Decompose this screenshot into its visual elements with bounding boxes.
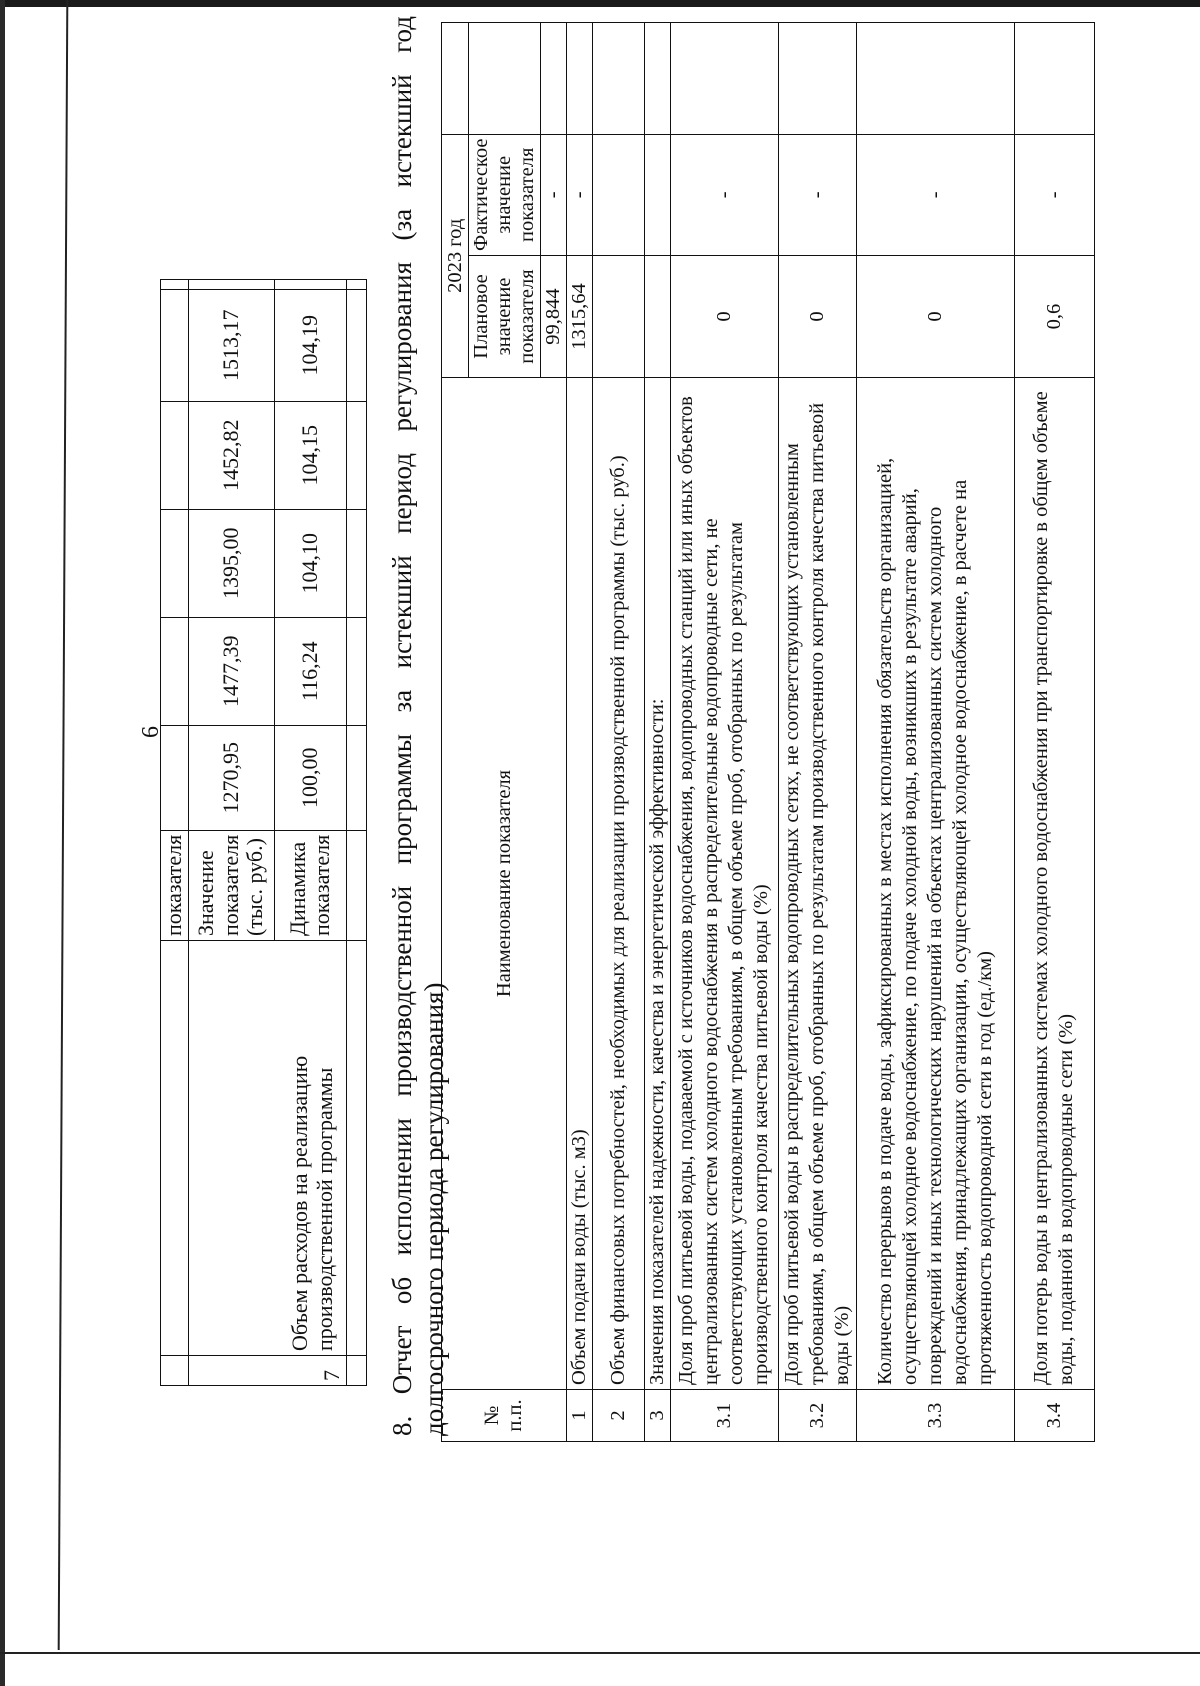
value-cell: 1395,00 (188, 509, 274, 617)
actual-value: - (541, 134, 567, 255)
value-cell: 1513,17 (188, 289, 274, 401)
expenses-name: Объем расходов на реализацию производственной программы (188, 941, 346, 1356)
planned-value: 1315,64 (566, 256, 592, 378)
value-cell: 1477,39 (188, 617, 274, 725)
row-name: Значения показателей надежности, качества и энергетической эффективности: (644, 378, 670, 1390)
expenses-table (160, 279, 367, 1386)
row-name: Объем финансовых потребностей, необходимых для реализации производственной программы (тыс. руб.) (592, 378, 644, 1390)
row-num: 3.4 (1014, 1390, 1094, 1442)
row-name: Доля проб питьевой воды, подаваемой с источников водоснабжения, водопроводных станций или иных объектов централизованных систем холодного водоснабжения в распределительные водопроводные сети, не соответствующих установленным требованиям, в общем объеме проб, отобранных по результатам производственного контроля качества питьевой воды (%) (670, 378, 778, 1390)
dynamics-cell: 116,24 (274, 617, 346, 725)
row-num: 2 (592, 1390, 644, 1442)
planned-value: 0 (670, 256, 778, 378)
value-label: Значение показателя (тыс. руб.) (188, 830, 274, 940)
planned-value: 99,844 (541, 256, 567, 378)
planned-value: 0,6 (1014, 256, 1094, 378)
value-cell: 1452,82 (188, 401, 274, 509)
dynamics-label: Динамика показателя (274, 830, 346, 940)
row-number: 7 (188, 1356, 346, 1386)
indicator-header: показателя (161, 830, 189, 940)
header-actual: Фактическое значение показателя (469, 134, 541, 255)
header-planned: Плановое значение показателя (469, 256, 541, 378)
value-cell: 1270,95 (188, 725, 274, 830)
page-number: 6 (138, 726, 164, 738)
row-name: Объем подачи воды (тыс. м3) (566, 378, 592, 1390)
header-name: Наименование показателя (442, 378, 567, 1390)
actual-value: - (1014, 134, 1094, 255)
row-num: 3.1 (670, 1390, 778, 1442)
row-num: 3.3 (856, 1390, 1014, 1442)
report-table (441, 22, 1095, 1442)
planned-value: 0 (856, 256, 1014, 378)
row-name: Количество перерывов в подаче воды, зафиксированных в местах исполнения обязательств организацией, осуществляющей холодное водоснабжение, по подаче холодной воды, возникших в результате аварий, повреждений и иных технологических нарушений на объектах централизованных систем холодного водоснабжения, принадлежащих организации, осуществляющей холодное водоснабжение, в расчете на протяженность водопроводной сети в год (ед./км) (856, 378, 1014, 1390)
section-title-line1: 8. Отчет об исполнении производственной программы за истекший период регулирования (за истекший год (387, 16, 417, 1436)
row-num: 1 (566, 1390, 592, 1442)
header-num: № п.п. (442, 1390, 567, 1442)
row-num: 3.2 (778, 1390, 856, 1442)
row-num: 3 (644, 1390, 670, 1442)
row-name: Доля проб питьевой воды в распределительных водопроводных сетях, не соответствующих установленным требованиям, в общем объеме проб, отобранных по результатам производственного контроля качества питьевой воды (%) (778, 378, 856, 1390)
section-title-line2: долгосрочного периода регулирования) (419, 982, 450, 1436)
dynamics-cell: 104,15 (274, 401, 346, 509)
dynamics-cell: 100,00 (274, 725, 346, 830)
actual-value: - (778, 134, 856, 255)
row-name: Доля потерь воды в централизованных системах холодного водоснабжения при транспортировке в общем объеме воды, поданной в водопроводные сети (%) (1014, 378, 1094, 1390)
actual-value: - (670, 134, 778, 255)
header-year: 2023 год (442, 134, 469, 377)
actual-value: - (566, 134, 592, 255)
planned-value: 0 (778, 256, 856, 378)
actual-value: - (856, 134, 1014, 255)
dynamics-cell: 104,10 (274, 509, 346, 617)
dynamics-cell: 104,19 (274, 289, 346, 401)
